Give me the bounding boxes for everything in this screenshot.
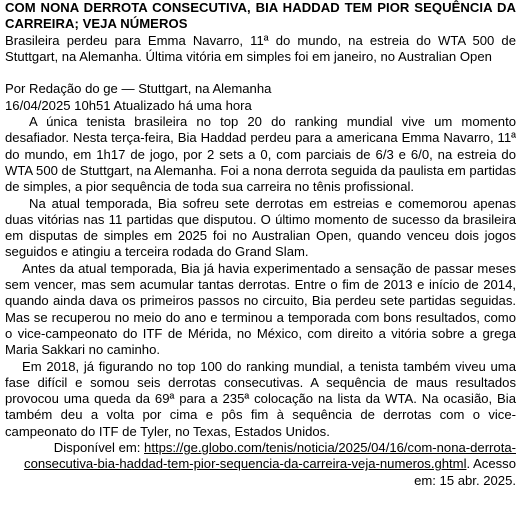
article-source <box>5 440 516 489</box>
article-paragraph-2: Na atual temporada, Bia sofreu sete derrotas em estreias e comemorou apenas duas vitórias nas 11 partidas que disputou. O último momento de sucesso da brasileira em disputas de simples em 2025 foi no Australian Open, quando venceu dois jogos seguidos e atingiu a terceira rodada do Grand Slam. <box>5 195 516 260</box>
article-paragraph-4: Em 2018, já figurando no top 100 do ranking mundial, a tenista também viveu uma fase difícil e somou seis derrotas consecutivas. A sequência de maus resultados provocou uma queda da 69ª para a 235ª colocação na lista da WTA. Na ocasião, Bia também deu a volta por cima e pôs fim à sequência de derrotas com o vice-campeonato do ITF de Tyler, no Texas, Estados Unidos. <box>5 358 516 439</box>
article-subtitle: Brasileira perdeu para Emma Navarro, 11ª do mundo, na estreia do WTA 500 de Stuttgart, na Alemanha. Última vitória em simples foi em janeiro, no Australian Open <box>5 32 516 64</box>
article-headline: COM NONA DERROTA CONSECUTIVA, BIA HADDAD TEM PIOR SEQUÊNCIA DA CARREIRA; VEJA NÚMEROS <box>5 0 516 32</box>
article-byline: Por Redação do ge — Stuttgart, na Alemanha <box>5 81 272 97</box>
source-suffix: . Acesso em: 15 abr. 2025. <box>414 456 516 488</box>
spacer <box>5 65 516 81</box>
source-prefix: Disponível em: <box>53 440 145 456</box>
article-dateline: 16/04/2025 10h51 Atualizado há uma hora <box>5 97 252 113</box>
source-link[interactable]: https://ge.globo.com/tenis/noticia/2025/04/16/com-nona-derrota-consecutiva-bia-haddad-tem-pior-sequencia-da-carreira-veja-numeros.ghtml <box>24 440 516 472</box>
article-paragraph-1: A única tenista brasileira no top 20 do ranking mundial vive um momento desafiador. Nesta terça-feira, Bia Haddad perdeu para a americana Emma Navarro, 11ª do mundo, em 1h17 de jogo, por 2 sets a 0, com parciais de 6/3 e 6/0, na estreia do WTA 500 de Stuttgart, na Alemanha. Foi a nona derrota seguida da paulista em partidas de simples, a pior sequência de toda sua carreira no tênis profissional. <box>5 114 516 195</box>
article-paragraph-3: Antes da atual temporada, Bia já havia experimentado a sensação de passar meses sem vencer, mas sem acumular tantas derrotas. Entre o fim de 2013 e início de 2014, quando ainda dava os primeiros passos no circuito, Bia perdeu sete partidas seguidas. Mas se recuperou no meio do ano e terminou a temporada com bons resultados, como o vice-campeonato do ITF de Mérida, no México, com direito a vitória sobre a grega Maria Sakkari no caminho. <box>5 260 516 358</box>
